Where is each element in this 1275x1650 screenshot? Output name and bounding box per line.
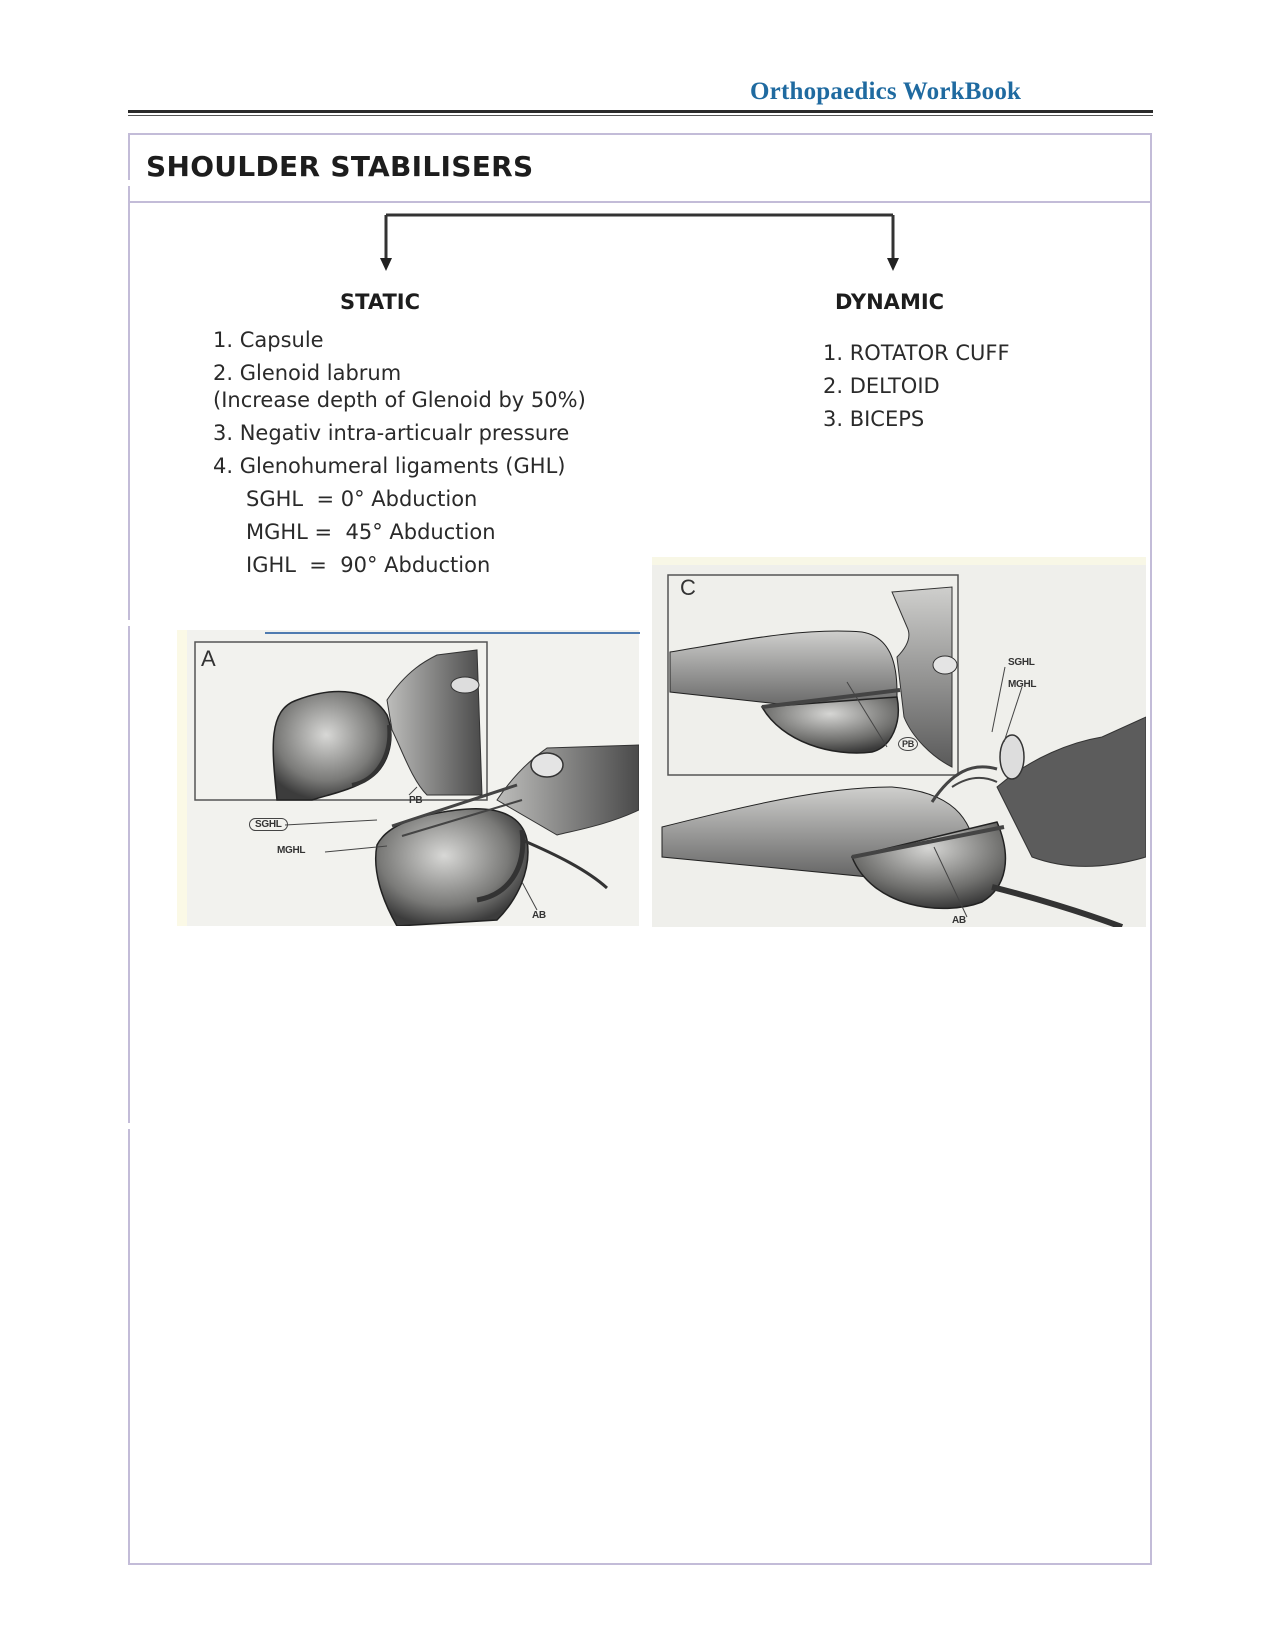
running-header-title: Orthopaedics WorkBook (750, 78, 1022, 105)
label-mghl: MGHL (277, 845, 306, 856)
list-item: 4. Glenohumeral ligaments (GHL) (213, 454, 566, 478)
list-item: 1. ROTATOR CUFF (823, 341, 1010, 365)
arrow-down-icon (887, 258, 899, 271)
ligament-row: SGHL = 0° Abduction (246, 487, 478, 511)
list-item: 1. Capsule (213, 328, 324, 352)
ligament-row: MGHL = 45° Abduction (246, 520, 496, 544)
list-item: 3. BICEPS (823, 407, 925, 431)
static-heading: STATIC (340, 290, 420, 314)
humeral-head (273, 692, 391, 800)
ligament-row: IGHL = 90° Abduction (246, 553, 491, 577)
dynamic-heading: DYNAMIC (835, 290, 945, 314)
label-pb: PB (409, 795, 423, 806)
glenoid (387, 650, 482, 795)
list-item-note: (Increase depth of Glenoid by 50%) (213, 388, 586, 412)
figure-top-rule (265, 632, 640, 634)
static-list (213, 324, 586, 582)
list-item: 3. Negativ intra-articualr pressure (213, 421, 570, 445)
panel-label-c: C (680, 575, 696, 600)
label-pb: PB (898, 737, 918, 751)
label-sghl: SGHL (249, 818, 288, 831)
humeral-head-main (376, 809, 528, 926)
label-ab: AB (532, 910, 546, 921)
figure-c-illustration (652, 557, 1146, 927)
scapula (497, 745, 639, 835)
dynamic-list (823, 337, 1010, 436)
figure-a-illustration (177, 630, 639, 926)
list-item: 2. Glenoid labrum (213, 361, 402, 385)
shoulder-illustration-a (177, 630, 639, 926)
label-sghl: SGHL (1008, 657, 1035, 668)
arrow-down-icon (380, 258, 392, 271)
list-item: 2. DELTOID (823, 374, 940, 398)
panel-label-a: A (201, 646, 216, 671)
label-ab: AB (952, 915, 966, 926)
page-title: SHOULDER STABILISERS (146, 150, 534, 183)
branch-connector (0, 0, 1275, 300)
frame-gap (127, 1123, 131, 1129)
frame-gap (127, 620, 131, 626)
label-mghl: MGHL (1008, 679, 1037, 690)
